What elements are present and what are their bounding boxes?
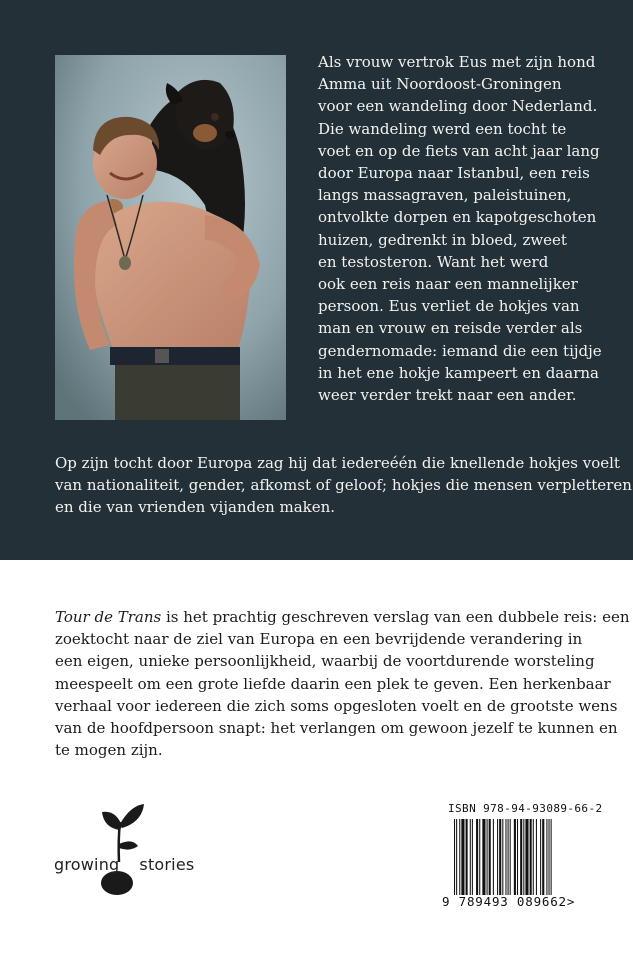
intro-line: persoon. Eus verliet de hokjes van: [318, 297, 580, 316]
intro-line: huizen, gedrenkt in bloed, zweet: [318, 230, 567, 249]
intro-line: man en vrouw en reisde verder als: [318, 319, 583, 338]
blurb-line: een eigen, unieke persoonlijkheid, waarbij de voortdurende worsteling: [55, 652, 595, 671]
barcode-bar: [520, 819, 522, 895]
barcode-bar: [479, 819, 480, 895]
isbn-barcode: [440, 802, 603, 914]
barcode-bars: [454, 819, 582, 895]
ean-number: 9 789493 089662: [442, 894, 567, 909]
ean-digits: [442, 894, 575, 909]
second-paragraph: [55, 452, 632, 518]
barcode-bar: [546, 819, 547, 895]
book-blurb: [55, 606, 630, 761]
barcode-bar: [470, 819, 471, 895]
barcode-bar: [523, 819, 524, 895]
isbn-label: ISBN 978-94-93089-66-2: [448, 802, 603, 815]
second-paragraph-line: Op zijn tocht door Europa zag hij dat iedereéén die knellende hokjes voelt: [55, 454, 620, 472]
intro-line: ook een reis naar een mannelijker: [318, 275, 578, 294]
blurb-line: van de hoofdpersoon snapt: het verlangen om gewoon jezelf te kunnen en: [55, 719, 618, 738]
intro-paragraph: [318, 51, 618, 406]
barcode-bar: [499, 819, 501, 895]
barcode-bar: [482, 819, 485, 895]
barcode-bar: [466, 819, 468, 895]
intro-line: gendernomade: iemand die een tijdje: [318, 341, 602, 360]
intro-line: ontvolkte dorpen en kapotgeschoten: [318, 208, 597, 227]
blurb-line: te mogen zijn.: [55, 741, 163, 760]
barcode-bar: [472, 819, 473, 895]
barcode-bar: [530, 819, 532, 895]
quiet-zone-mark: >: [566, 894, 576, 909]
intro-line: langs massagraven, paleistuinen,: [318, 186, 572, 205]
barcode-bar: [489, 819, 491, 895]
author-with-dog-photo: [55, 55, 286, 420]
barcode-bar: [454, 819, 455, 895]
intro-line: Als vrouw vertrok Eus met zijn hond: [318, 53, 596, 71]
barcode-bar: [487, 819, 488, 895]
intro-line: voor een wandeling door Nederland.: [318, 97, 598, 116]
barcode-bar: [542, 819, 544, 895]
blurb-line: verhaal voor iedereen die zich soms opgesloten voelt en de grootste wens: [55, 696, 618, 715]
barcode-bar: [549, 819, 550, 895]
barcode-bar: [551, 819, 552, 895]
barcode-bar: [493, 819, 494, 895]
second-paragraph-line: van nationaliteit, gender, afkomst of geloof; hokjes die mensen verpletteren: [55, 476, 632, 494]
barcode-bar: [497, 819, 498, 895]
barcode-bar: [461, 819, 464, 895]
barcode-bar: [510, 819, 511, 895]
intro-line: weer verder trekt naar een ander.: [318, 386, 577, 405]
barcode-bar: [525, 819, 528, 895]
second-paragraph-line: en die van vrienden vijanden maken.: [55, 498, 336, 516]
publisher-logo: [52, 800, 195, 925]
publisher-name-left: growing: [54, 855, 120, 874]
barcode-bar: [459, 819, 460, 895]
publisher-name: [54, 855, 194, 874]
barcode-bar: [502, 819, 503, 895]
intro-line: door Europa naar Istanbul, een reis: [318, 164, 590, 183]
barcode-bar: [533, 819, 534, 895]
blurb-line: [55, 606, 630, 628]
barcode-bar: [505, 819, 506, 895]
barcode-bar: [476, 819, 478, 895]
intro-line: Amma uit Noordoost-Groningen: [318, 75, 562, 94]
intro-line: en testosteron. Want het werd: [318, 252, 549, 271]
blurb-line: meespeelt om een grote liefde daarin een plek te geven. Een herkenbaar: [55, 674, 611, 693]
publisher-name-right: stories: [139, 855, 195, 874]
blurb-line: zoektocht naar de ziel van Europa en een bevrijdende verandering in: [55, 630, 583, 649]
barcode-bar: [540, 819, 541, 895]
barcode-bar: [514, 819, 516, 895]
intro-line: in het ene hokje kampeert en daarna: [318, 363, 599, 382]
barcode-bar: [536, 819, 537, 895]
book-title: Tour de Trans: [55, 608, 162, 626]
intro-line: voet en op de fiets van acht jaar lang: [318, 141, 600, 160]
barcode-bar: [456, 819, 457, 895]
barcode-bar: [517, 819, 518, 895]
blurb-first-line-rest: is het prachtig geschreven verslag van een dubbele reis: een: [161, 608, 630, 626]
intro-line: Die wandeling werd een tocht te: [318, 119, 567, 138]
barcode-bar: [508, 819, 509, 895]
